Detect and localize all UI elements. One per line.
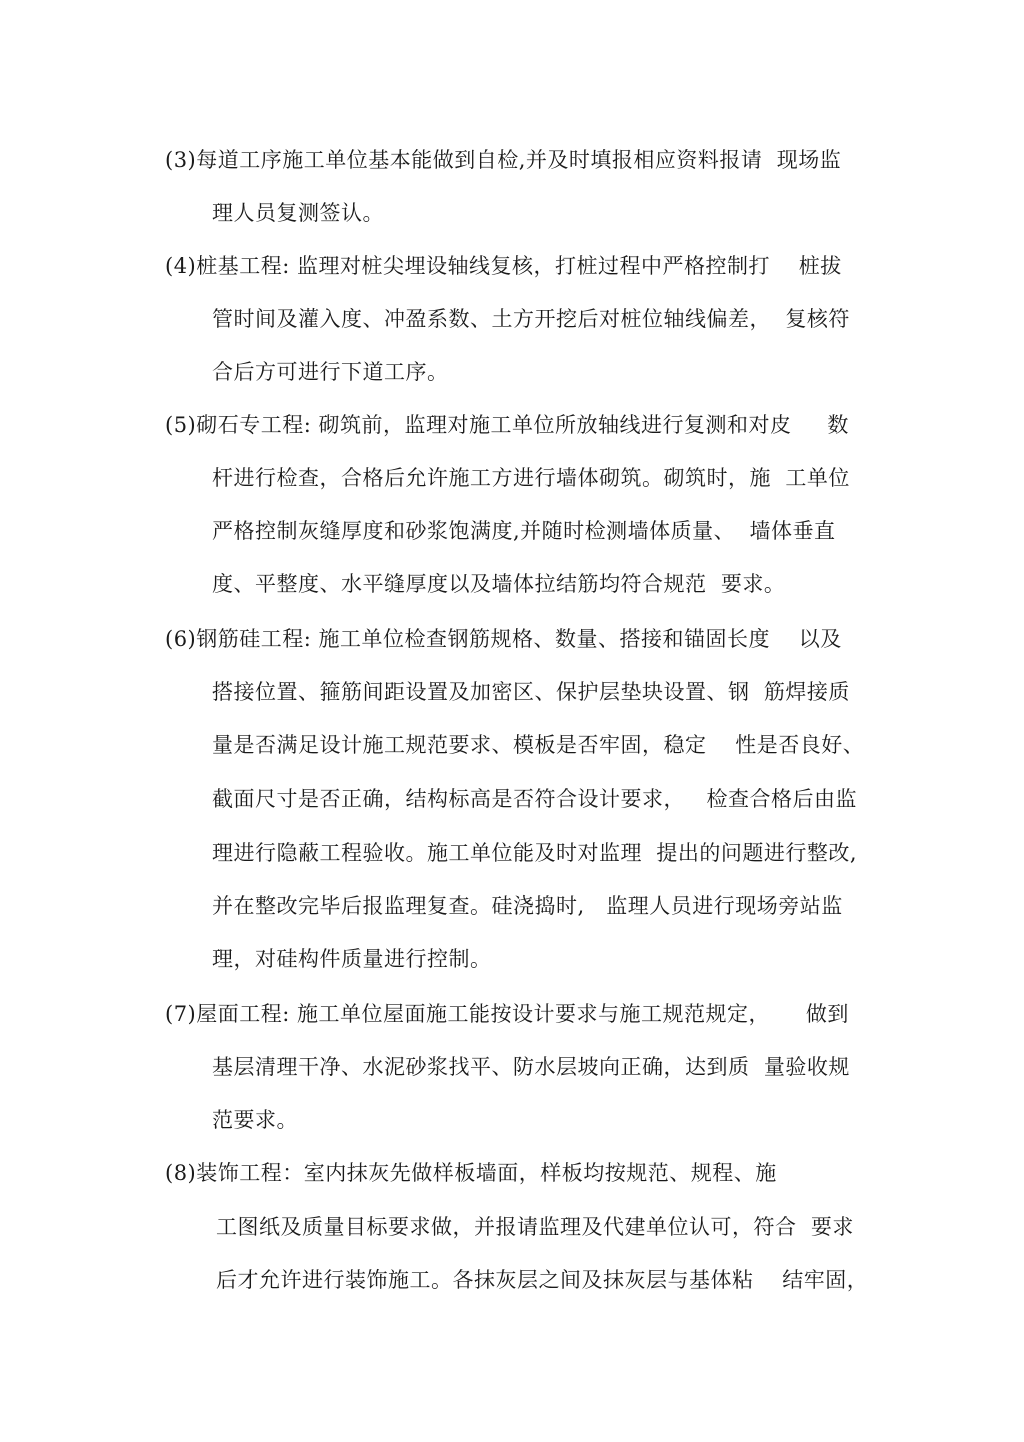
item-7-line-1: (7)屋面工程: 施工单位屋面施工能按设计要求与施工规范规定， 做到	[165, 1002, 849, 1026]
item-3-line-2: 理人员复测签认。	[212, 201, 384, 225]
item-4-line-1: (4)桩基工程: 监理对桩尖埋设轴线复核，打桩过程中严格控制打 桩拔	[165, 254, 842, 278]
item-5-line-2: 杆进行检查，合格后允许施工方进行墙体砌筑。砌筑时，施 工单位	[212, 466, 850, 490]
item-5-line-3: 严格控制灰缝厚度和砂浆饱满度,并随时检测墙体质量、 墙体垂直	[212, 519, 836, 543]
item-3-line-1: (3)每道工序施工单位基本能做到自检,并及时填报相应资料报请 现场监	[165, 148, 842, 172]
item-7-line-2: 基层清理干净、水泥砂浆找平、防水层坡向正确，达到质 量验收规	[212, 1055, 850, 1079]
item-6-line-5: 理进行隐蔽工程验收。施工单位能及时对监理 提出的问题进行整改,	[212, 841, 858, 865]
item-6-line-7: 理，对硅构件质量进行控制。	[212, 947, 492, 971]
item-6-line-6: 并在整改完毕后报监理复查。硅浇捣时, 监理人员进行现场旁站监	[212, 894, 843, 918]
item-6-line-4: 截面尺寸是否正确，结构标高是否符合设计要求， 检查合格后由监	[212, 787, 858, 811]
item-4-line-2: 管时间及灌入度、冲盈系数、土方开挖后对桩位轴线偏差， 复核符	[212, 307, 850, 331]
item-8-line-3: 后才允许进行装饰施工。各抹灰层之间及抹灰层与基体粘 结牢固，	[216, 1268, 869, 1292]
item-6-line-3: 量是否满足设计施工规范要求、模板是否牢固，稳定 性是否良好、	[212, 733, 865, 757]
item-8-line-2: 工图纸及质量目标要求做，并报请监理及代建单位认可，符合 要求	[216, 1215, 854, 1239]
item-4-line-3: 合后方可进行下道工序。	[212, 360, 449, 384]
item-5-line-1: (5)砌石专工程: 砌筑前，监理对施工单位所放轴线进行复测和对皮 数	[165, 413, 849, 437]
item-6-line-1: (6)钢筋硅工程: 施工单位检查钢筋规格、数量、搭接和锚固长度 以及	[165, 627, 842, 651]
item-6-line-2: 搭接位置、箍筋间距设置及加密区、保护层垫块设置、钢 筋焊接质	[212, 680, 850, 704]
item-7-line-3: 范要求。	[212, 1108, 298, 1132]
item-8-line-1: (8)装饰工程：室内抹灰先做样板墙面，样板均按规范、规程、施	[165, 1161, 777, 1185]
item-5-line-4: 度、平整度、水平缝厚度以及墙体拉结筋均符合规范 要求。	[212, 572, 786, 596]
